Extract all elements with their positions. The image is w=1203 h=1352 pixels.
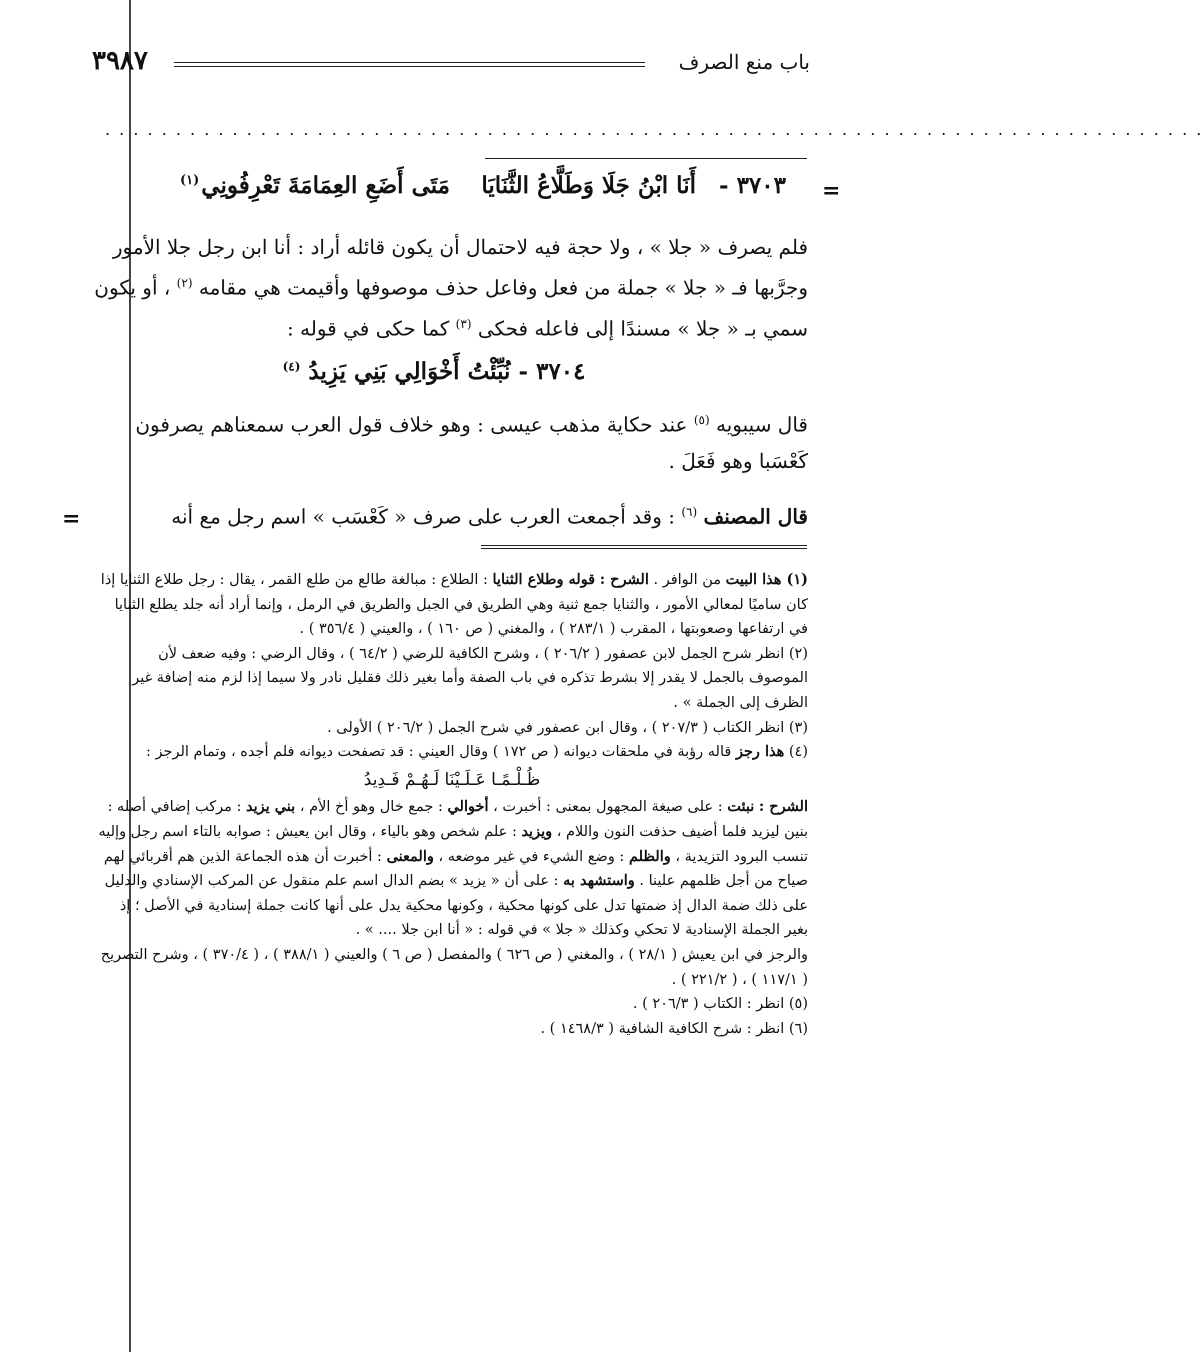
footnote-separator	[481, 545, 807, 549]
verse-number: ٣٧٠٣ -	[719, 172, 786, 199]
verse-hemistich-first: أَنَا ابْنُ جَلَا وَطَلَّاعُ الثَّنَايَا	[481, 172, 696, 199]
footnote-2: (٢) انظر شرح الجمل لابن عصفور ( ٢٠٦/٢ ) ، وشرح الكافية للرضي ( ٦٤/٢ ) ، وقال الرضي : وفيه ضعف لأن الموصوف بالجمل لا يقدر إلا بشرط تذكره في باب الصفة وأما بغير ذلك فقليل نادر ولا سيما إذا لزم منه إضافة غير الظرف إلى الجملة » .	[132, 645, 808, 711]
footnote-mark: (٤)	[282, 359, 301, 374]
author-label: قال المصنف	[703, 504, 808, 529]
footnote-1: (١) هذا البيت من الوافر . الشرح : قوله وطلاع الثنايا : الطلاع : مبالغة طالع من طلع القمر ، يقال : رجل طلاع الثنايا إذا كان ساميًا لمعالي الأمور ، والثنايا جمع ثنية وهي الطريق في الجبل والطريق في الرمل ، وإنما أراد أنه جلد يطلع الثنايا في ارتفاعها وصعوبتها ، المقرب ( ٢٨٣/١ ) ، والمغني ( ص ١٦٠ ) ، والعيني ( ٣٥٦/٤ ) .	[100, 571, 808, 638]
header-rule	[174, 62, 645, 67]
rajaz-verse: ظُـلْـمًـا عَـلَـيْنَا لَـهُـمْ فَـدِيدُ	[363, 769, 541, 790]
body-paragraph-2: قال سيبويه $^{(٥)}$ عند حكاية مذهب عيسى : وهو خلاف قول العرب سمعناهم يصرفون كَعْسَبا وهو فَعَلَ .	[135, 412, 808, 473]
footnote-4: (٤) هذا رجز قاله رؤبة في ملحقات ديوانه ( ص ١٧٢ ) وقال العيني : قد تصفحت ديوانه فلم أجده ، وتمام الرجز :	[146, 743, 808, 761]
footnote-mark: (٣)	[455, 316, 472, 331]
footnote-mark: (٢)	[176, 276, 193, 290]
footnotes	[96, 568, 808, 1041]
footnote-4-references: والرجز في ابن يعيش ( ٢٨/١ ) ، والمغني ( ص ٦٢٦ ) والمفصل ( ص ٦ ) والعيني ( ٣٨٨/١ ) ، ( ٣٧٠/٤ ) ، وشرح التصريح ( ١١٧/١ ) ، ( ٢٢١/٢ ) .	[100, 946, 808, 988]
verse-top-rule	[485, 158, 807, 159]
page-number: ٣٩٨٧	[92, 46, 148, 76]
body-paragraph-3: قال المصنف $^{(٦)}$ : وقد أجمعت العرب على صرف « كَعْسَب » اسم رجل مع أنه	[171, 504, 808, 529]
verse-hemistich-second: مَتَى أَضَعِ العِمَامَةَ تَعْرِفُونِي$^{(١)}$	[180, 172, 450, 199]
footnote-5: (٥) انظر : الكتاب ( ٢٠٦/٣ ) .	[632, 996, 808, 1013]
chapter-title: باب منع الصرف	[678, 50, 810, 74]
footnote-mark: (٥)	[693, 413, 710, 427]
footnote-4-commentary: الشرح : نبئت : على صيغة المجهول بمعنى : أخبرت ، أخوالي : جمع خال وهو أخ الأم ، بني يزيد : مركب إضافي أصله : بنين ليزيد فلما أضيف حذفت النون واللام ، ويزيد : علم شخص وهو بالياء ، وقال ابن يعيش : صوابه بالتاء اسم رجل وإليه تنسب البرود التزيدية ، والظلم : وضع الشيء في غير موضعه ، والمعنى : أخبرت أن هذه الجماعة الذين هم أقربائي لهم صياح من أجل ظلمهم علينا . واستشهد به : على أن « يزيد » بضم الدال اسم علم منقول عن المركب الإسنادي والدليل على ذلك ضمة الدال إذ ضمتها تدل على كونها محكية ، وكونها محكية يدل على أنها كانت جملة إسنادية في الأصل ؛ إذ بغير الجملة الإسنادية لا تحكي وكذلك « جلا » في قوله : « أنا ابن جلا .... » .	[98, 798, 808, 939]
continuation-mark: =	[822, 178, 841, 204]
continuation-mark: =	[62, 506, 81, 532]
footnote-mark: (١)	[180, 173, 200, 189]
footnote-6: (٦) انظر : شرح الكافية الشافية ( ١٤٦٨/٣ ) .	[540, 1020, 808, 1037]
body-paragraph-1: فلم يصرف « جلا » ، ولا حجة فيه لاحتمال أن يكون قائله أراد : أنا ابن رجل جلا الأمور وجرَّبها فـ « جلا » جملة من فعل وفاعل حذف موصوفها وأقيمت هي مقامه $^{(٢)}$ ، أو يكون سمي بـ « جلا » مسندًا إلى فاعله فحكى $^{(٣)}$ كما حكى في قوله :	[94, 235, 808, 341]
footnote-mark: (٦)	[681, 505, 698, 519]
verse-3703	[150, 168, 808, 208]
footnote-3: (٣) انظر الكتاب ( ٢٠٧/٣ ) ، وقال ابن عصفور في شرح الجمل ( ٢٠٦/٢ ) الأولى .	[327, 719, 808, 736]
running-header	[92, 46, 810, 86]
dotted-separator: . . . . . . . . . . . . . . . . . . . . . . . . . . . . . . . . . . . . . . . . . . . . . . . . . . . . . . . . . . . . . . . . . . . . . . . . . . . . . .	[105, 120, 1203, 139]
verse-number: ٣٧٠٤ -	[518, 358, 586, 385]
verse-3704	[0, 358, 868, 385]
verse-text: نُبِّئْتُ أَخْوَالِي بَنِي يَزِيدُ	[308, 358, 511, 385]
